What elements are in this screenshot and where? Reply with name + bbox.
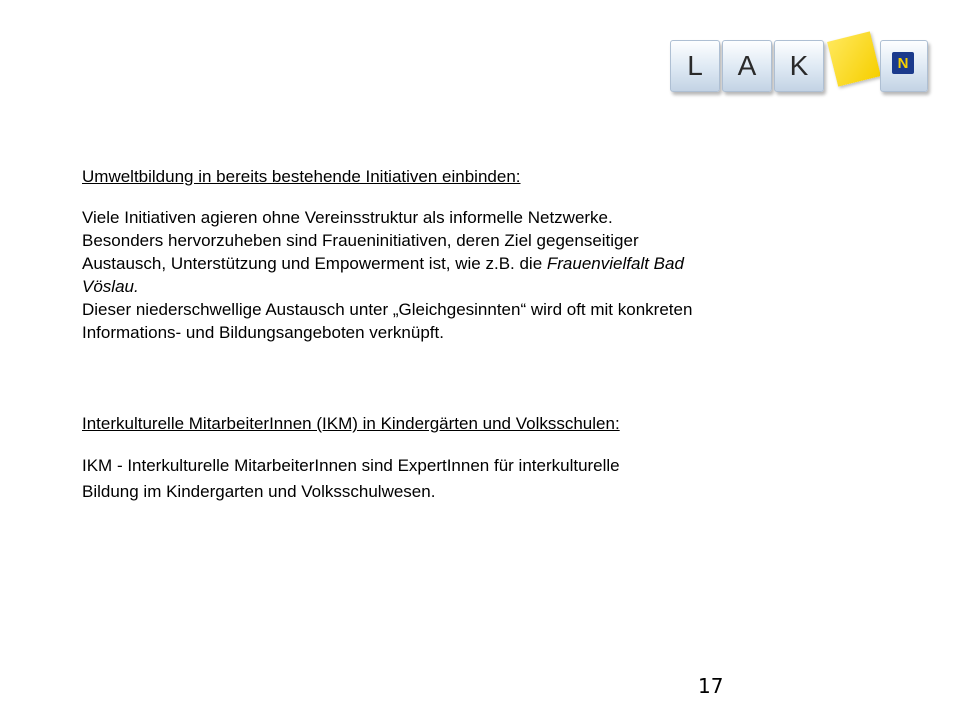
noe-emblem-icon: N	[892, 52, 914, 74]
section1-line-5: Dieser niederschwellige Austausch unter „Gleichgesinnten“ wird oft mit konkreten	[82, 300, 693, 319]
logo-yellow-square	[827, 31, 881, 86]
section2-heading: Interkulturelle MitarbeiterInnen (IKM) in Kindergärten und Volksschulen:	[82, 414, 620, 433]
logo-letter-l: L	[670, 40, 720, 92]
lak-logo	[660, 32, 940, 102]
section1-line-3	[82, 252, 882, 275]
section1-heading: Umweltbildung in bereits bestehende Initiativen einbinden:	[82, 167, 521, 186]
logo-letter-k: K	[774, 40, 824, 92]
section1-line-4	[82, 275, 882, 298]
page-number: 17	[698, 674, 724, 698]
section1-line-3-text: Austausch, Unterstützung und Empowerment ist, wie z.B. die	[82, 254, 547, 273]
section1-line-6: Informations- und Bildungsangeboten verknüpft.	[82, 323, 444, 342]
logo-noe-badge	[880, 40, 928, 92]
initiative-name-cont: Vöslau.	[82, 277, 139, 296]
section2-line-1: IKM - Interkulturelle MitarbeiterInnen sind ExpertInnen für interkulturelle	[82, 456, 620, 475]
slide-content	[82, 165, 882, 505]
section2-line-2: Bildung im Kindergarten und Volksschulwesen.	[82, 482, 436, 501]
initiative-name: Frauenvielfalt Bad	[546, 254, 684, 273]
section1-line-2: Besonders hervorzuheben sind Fraueninitiativen, deren Ziel gegenseitiger	[82, 231, 639, 250]
section1-line-1: Viele Initiativen agieren ohne Vereinsstruktur als informelle Netzwerke.	[82, 208, 613, 227]
logo-letter-a: A	[722, 40, 772, 92]
